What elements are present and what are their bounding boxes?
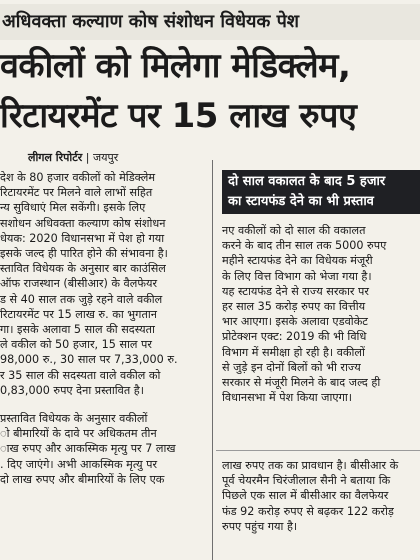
text-line: लाख रुपए तक का प्रावधान है। बीसीआर के: [222, 459, 399, 472]
text-line: दो लाख रुपए और बीमारियों के लिए एक: [0, 472, 165, 486]
text-line: नए वकीलों को दो साल की वकालत: [222, 224, 366, 237]
text-line: ऑफ राजस्थान (बीसीआर) के वैलफेयर: [0, 277, 158, 291]
text-line: इसके जल्द ही पारित होने की संभावना है।: [0, 247, 168, 261]
text-line: स्तावित विधेयक के अनुसार बार काउंसिल: [0, 262, 166, 276]
text-line: ो बीमारियों के दावे पर अधिकतम तीन: [0, 427, 157, 441]
byline-reporter: लीगल रिपोर्टर: [28, 151, 83, 164]
headline-line-2: रिटायरमेंट पर 15 लाख रुपए: [0, 96, 357, 136]
text-line: हर साल 35 करोड़ रुपए का वित्तीय: [222, 300, 366, 314]
text-line: पूर्व चेयरमैन चिरंजीलाल सैनी ने बताया कि: [222, 474, 391, 488]
text-line: रुपए पहुंच गया है।: [222, 519, 298, 533]
column-divider: [212, 160, 213, 560]
text-line: 98,000 रु., 30 साल पर 7,33,000 रु.: [0, 353, 178, 367]
text-line: यह स्टायफंड देने से राज्य सरकार पर: [222, 284, 369, 298]
text-line: रिटायरमेंट पर मिलने वाले लाभों सहित: [0, 186, 153, 200]
text-line: के लिए वित्त विभाग को भेजा गया है।: [222, 269, 372, 283]
article-bottom-right: [222, 458, 420, 534]
text-line: फंड 92 करोड़ रुपए से बढ़कर 122 करोड़: [222, 504, 394, 518]
article-bottom-left: [0, 411, 202, 487]
text-line: प्रस्तावित विधेयक के अनुसार वकीलों: [0, 412, 148, 425]
sidebar-heading-line-2: का स्टायफंड देने का भी प्रस्ताव: [228, 194, 374, 209]
text-line: विभाग में समीक्षा हो रही है। वकीलों: [222, 345, 365, 359]
sidebar-heading: [222, 170, 420, 214]
text-line: देश के 80 हजार वकीलों को मेडिक्लेम: [0, 171, 156, 184]
text-line: 0,83,000 रुपए देना प्रस्तावित है।: [0, 383, 144, 397]
text-line: सरकार से मंजूरी मिलने के बाद जल्द ही: [222, 376, 381, 390]
kicker-headline: अधिवक्ता कल्याण कोष संशोधन विधेयक पेश: [0, 4, 420, 40]
text-line: विधानसभा में पेश किया जाएगा।: [222, 391, 353, 405]
article-left-column: [0, 170, 202, 398]
text-line: . दिए जाएंगे। अभी आकस्मिक मृत्यु पर: [0, 457, 158, 471]
text-line: प्रोटेक्शन एक्ट: 2019 की भी विधि: [222, 330, 367, 344]
sidebar-heading-line-1: दो साल वकालत के बाद 5 हजार: [228, 174, 386, 189]
text-line: करने के बाद तीन साल तक 5000 रुपए: [222, 239, 387, 253]
text-line: महीने स्टायफंड देने का विधेयक मंजूरी: [222, 254, 373, 268]
text-line: र 35 साल की सदस्यता वाले वकील को: [0, 368, 161, 382]
byline-city: | जयपुर: [85, 151, 119, 164]
text-line: धेयक: 2020 विधानसभा में पेश हो गया: [0, 231, 165, 245]
text-line: रिटायरमेंट पर 15 लाख रु. का भुगतान: [0, 307, 157, 321]
text-line: सशोधन अधिवक्ता कल्याण कोष संशोधन: [0, 216, 166, 230]
text-line: ले वकील को 50 हजार, 15 साल पर: [0, 338, 152, 352]
headline-line-1: वकीलों को मिलेगा मेडिक्लेम,: [0, 46, 351, 86]
text-line: ड से 40 साल तक जुड़े रहने वाले वकील: [0, 292, 163, 306]
sidebar-divider: [216, 450, 420, 451]
text-line: ाख रुपए और आकस्मिक मृत्यु पर 7 लाख: [0, 442, 176, 456]
text-line: पिछले एक साल में बीसीआर का वैलफेयर: [222, 489, 389, 503]
text-line: न्य सुविधाएं मिल सकेंगी। इसके लिए: [0, 201, 146, 215]
text-line: भार आएगा। इसके अलावा एडवोकेट: [222, 315, 368, 329]
sidebar-body: [222, 223, 420, 405]
byline: [28, 150, 118, 165]
text-line: गा। इसके अलावा 5 साल की सदस्यता: [0, 323, 155, 337]
text-line: से जुड़े इन दोनों बिलों को भी राज्य: [222, 360, 361, 374]
